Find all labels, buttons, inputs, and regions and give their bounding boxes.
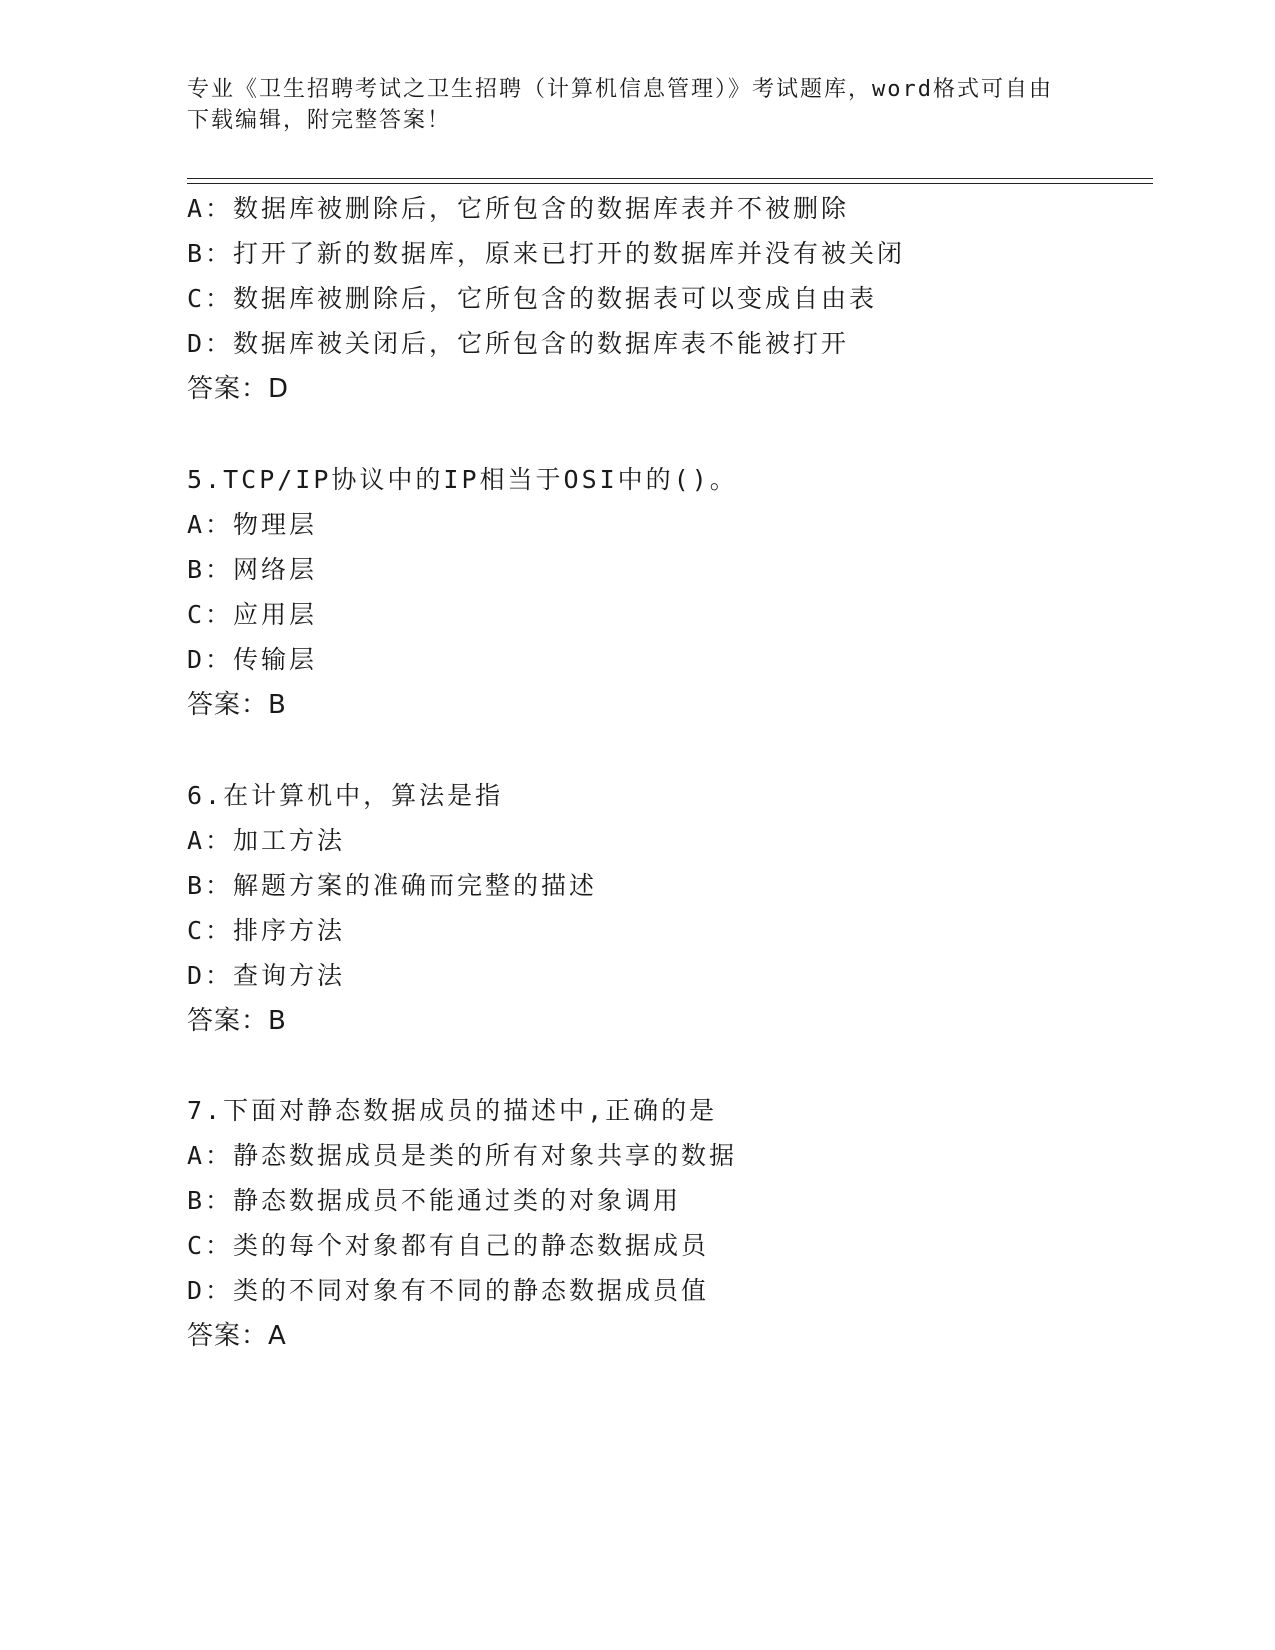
answer-line: 答案：B — [187, 1006, 287, 1036]
option-line: A：物理层 — [187, 510, 318, 539]
option-line: D：数据库被关闭后，它所包含的数据库表不能被打开 — [187, 329, 850, 358]
header-divider-top — [187, 178, 1153, 179]
option-line: B：解题方案的准确而完整的描述 — [187, 871, 598, 900]
option-line: A：静态数据成员是类的所有对象共享的数据 — [187, 1141, 738, 1170]
option-line: A：数据库被删除后，它所包含的数据库表并不被删除 — [187, 194, 850, 223]
option-line: C：排序方法 — [187, 916, 346, 945]
question-line: 6.在计算机中，算法是指 — [187, 781, 504, 810]
question-line: 7.下面对静态数据成员的描述中,正确的是 — [187, 1096, 718, 1125]
option-line: D：查询方法 — [187, 961, 346, 990]
option-line: B：静态数据成员不能通过类的对象调用 — [187, 1186, 682, 1215]
option-line: A：加工方法 — [187, 826, 346, 855]
question-line: 5.TCP/IP协议中的IP相当于OSI中的()。 — [187, 465, 738, 494]
header-divider-bottom — [187, 183, 1153, 184]
option-line: C：应用层 — [187, 600, 318, 629]
option-line: C：类的每个对象都有自己的静态数据成员 — [187, 1231, 710, 1260]
answer-line: 答案：D — [187, 374, 290, 404]
option-line: B：网络层 — [187, 555, 318, 584]
option-line: D：类的不同对象有不同的静态数据成员值 — [187, 1276, 710, 1305]
document-header: 专业《卫生招聘考试之卫生招聘（计算机信息管理）》考试题库，word格式可自由下载编辑，附完整答案！ — [187, 77, 1053, 133]
option-line: D：传输层 — [187, 645, 318, 674]
answer-line: 答案：B — [187, 690, 287, 720]
answer-line: 答案：A — [187, 1321, 287, 1351]
option-line: B：打开了新的数据库，原来已打开的数据库并没有被关闭 — [187, 239, 906, 268]
option-line: C：数据库被删除后，它所包含的数据表可以变成自由表 — [187, 284, 878, 313]
